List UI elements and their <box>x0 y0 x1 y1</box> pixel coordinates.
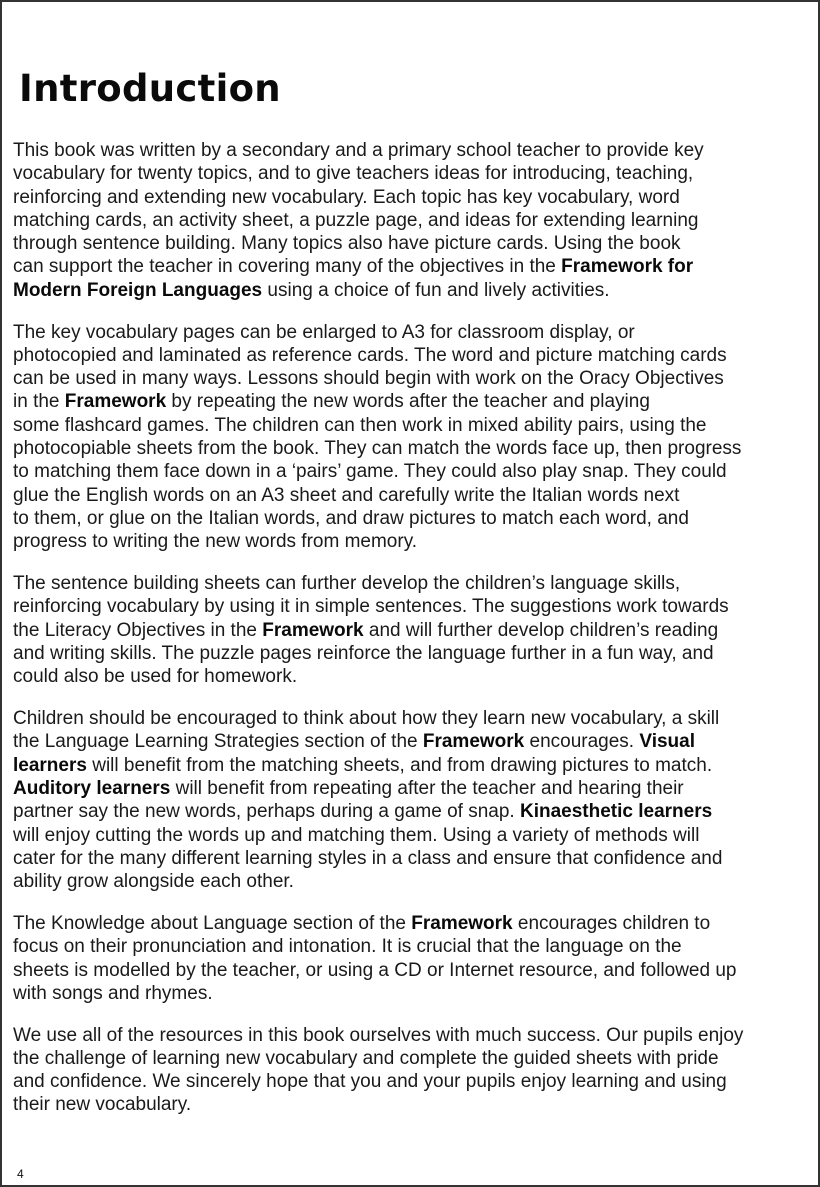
text-run: The sentence building sheets can further develop the children’s language skills, <box>13 573 681 595</box>
bold-term: Framework <box>262 619 364 641</box>
text-run: through sentence building. Many topics also have picture cards. Using the book <box>13 233 681 255</box>
text-line <box>13 1047 813 1070</box>
paragraph <box>13 572 813 688</box>
text-run: can be used in many ways. Lessons should begin with work on the Oracy Objectives <box>13 368 724 390</box>
text-line <box>13 777 813 800</box>
text-run: focus on their pronunciation and intonation. It is crucial that the language on the <box>13 936 682 958</box>
text-run: the Literacy Objectives in the <box>13 619 263 641</box>
paragraph <box>13 139 813 302</box>
paragraph <box>13 321 813 554</box>
paragraph <box>13 707 813 893</box>
text-run: This book was written by a secondary and a primary school teacher to provide key <box>13 140 704 161</box>
text-line <box>13 754 813 777</box>
text-line <box>13 530 813 553</box>
bold-term: Visual <box>639 731 696 753</box>
text-line <box>13 572 813 595</box>
text-run: partner say the new words, perhaps during a game of snap. <box>13 801 520 823</box>
text-run: We use all of the resources in this book ourselves with much success. Our pupils enjoy <box>13 1024 744 1046</box>
text-line <box>13 484 813 507</box>
text-line <box>13 186 813 209</box>
text-line <box>13 1024 813 1047</box>
text-run: to matching them face down in a ‘pairs’ game. They could also play snap. They could <box>13 461 727 483</box>
bold-term: Auditory learners <box>13 777 171 799</box>
text-run: using a choice of fun and lively activities. <box>262 279 610 301</box>
text-line <box>13 800 813 823</box>
text-line <box>13 139 813 162</box>
text-run: the Language Learning Strategies section of the <box>13 731 423 753</box>
text-run: with songs and rhymes. <box>13 982 213 1004</box>
text-line <box>13 1070 813 1093</box>
bold-term: Framework <box>422 731 525 753</box>
text-line <box>13 232 813 255</box>
text-run: encourages children to <box>512 912 711 934</box>
text-line <box>13 390 813 413</box>
text-run: progress to writing the new words from memory. <box>13 531 418 553</box>
text-line <box>13 367 813 390</box>
text-run: in the <box>13 391 65 413</box>
text-run: will benefit from repeating after the teacher and hearing their <box>170 777 684 799</box>
text-line <box>13 279 813 302</box>
text-run: The Knowledge about Language section of the <box>13 912 412 934</box>
text-line <box>13 437 813 460</box>
text-line <box>13 209 813 232</box>
text-run: the challenge of learning new vocabulary and complete the guided sheets with pride <box>13 1047 719 1069</box>
text-run: and will further develop children’s reading <box>363 619 719 641</box>
text-run: and writing skills. The puzzle pages reinforce the language further in a fun way, and <box>13 642 714 664</box>
text-run: their new vocabulary. <box>13 1094 192 1116</box>
text-run: and confidence. We sincerely hope that you and your pupils enjoy learning and using <box>13 1071 727 1093</box>
bold-term: Modern Foreign Languages <box>13 279 263 301</box>
text-line <box>13 642 813 665</box>
text-line <box>13 935 813 958</box>
text-line <box>13 847 813 870</box>
bold-term: Kinaesthetic learners <box>519 801 713 823</box>
text-run: sheets is modelled by the teacher, or using a CD or Internet resource, and followed up <box>13 959 737 981</box>
text-line <box>13 870 813 893</box>
text-line <box>13 912 813 935</box>
text-line <box>13 460 813 483</box>
text-run: some flashcard games. The children can then work in mixed ability pairs, using the <box>13 414 707 436</box>
text-line <box>13 255 813 278</box>
text-run: matching cards, an activity sheet, a puzzle page, and ideas for extending learning <box>13 209 699 231</box>
text-run: vocabulary for twenty topics, and to give teachers ideas for introducing, teaching, <box>13 163 694 185</box>
bold-term: Framework <box>64 391 167 413</box>
text-run: reinforcing and extending new vocabulary. Each topic has key vocabulary, word <box>13 186 680 208</box>
bold-term: Framework for <box>561 256 694 278</box>
text-line <box>13 507 813 530</box>
page-number: 4 <box>17 1167 24 1181</box>
text-run: Children should be encouraged to think about how they learn new vocabulary, a skill <box>13 708 720 730</box>
text-line <box>13 824 813 847</box>
text-line <box>13 959 813 982</box>
text-run: will enjoy cutting the words up and matching them. Using a variety of methods will <box>13 824 700 846</box>
text-run: could also be used for homework. <box>13 666 298 688</box>
body-text <box>13 139 813 1135</box>
text-line <box>13 619 813 642</box>
bold-term: Framework <box>411 912 513 934</box>
text-line <box>13 321 813 344</box>
text-line <box>13 1093 813 1116</box>
text-run: will benefit from the matching sheets, and from drawing pictures to match. <box>86 754 713 776</box>
text-run: cater for the many different learning styles in a class and ensure that confidence and <box>13 847 723 869</box>
text-run: reinforcing vocabulary by using it in simple sentences. The suggestions work towards <box>13 596 729 618</box>
text-line <box>13 665 813 688</box>
text-run: glue the English words on an A3 sheet and carefully write the Italian words next <box>13 484 680 506</box>
text-line <box>13 982 813 1005</box>
text-run: ability grow alongside each other. <box>13 871 294 893</box>
text-line <box>13 595 813 618</box>
bold-term: learners <box>13 754 87 776</box>
text-run: to them, or glue on the Italian words, and draw pictures to match each word, and <box>13 507 689 529</box>
paragraph <box>13 912 813 1005</box>
text-line <box>13 414 813 437</box>
text-run: can support the teacher in covering many of the objectives in the <box>13 256 562 278</box>
text-line <box>13 162 813 185</box>
text-line <box>13 707 813 730</box>
page-title: Introduction <box>19 67 281 110</box>
text-run: photocopied and laminated as reference cards. The word and picture matching cards <box>13 344 727 366</box>
text-line <box>13 730 813 753</box>
paragraph <box>13 1024 813 1117</box>
text-run: The key vocabulary pages can be enlarged to A3 for classroom display, or <box>13 321 635 343</box>
text-run: by repeating the new words after the teacher and playing <box>166 391 650 413</box>
text-line <box>13 344 813 367</box>
text-run: photocopiable sheets from the book. They can match the words face up, then progress <box>13 438 742 460</box>
text-run: encourages. <box>524 731 640 753</box>
